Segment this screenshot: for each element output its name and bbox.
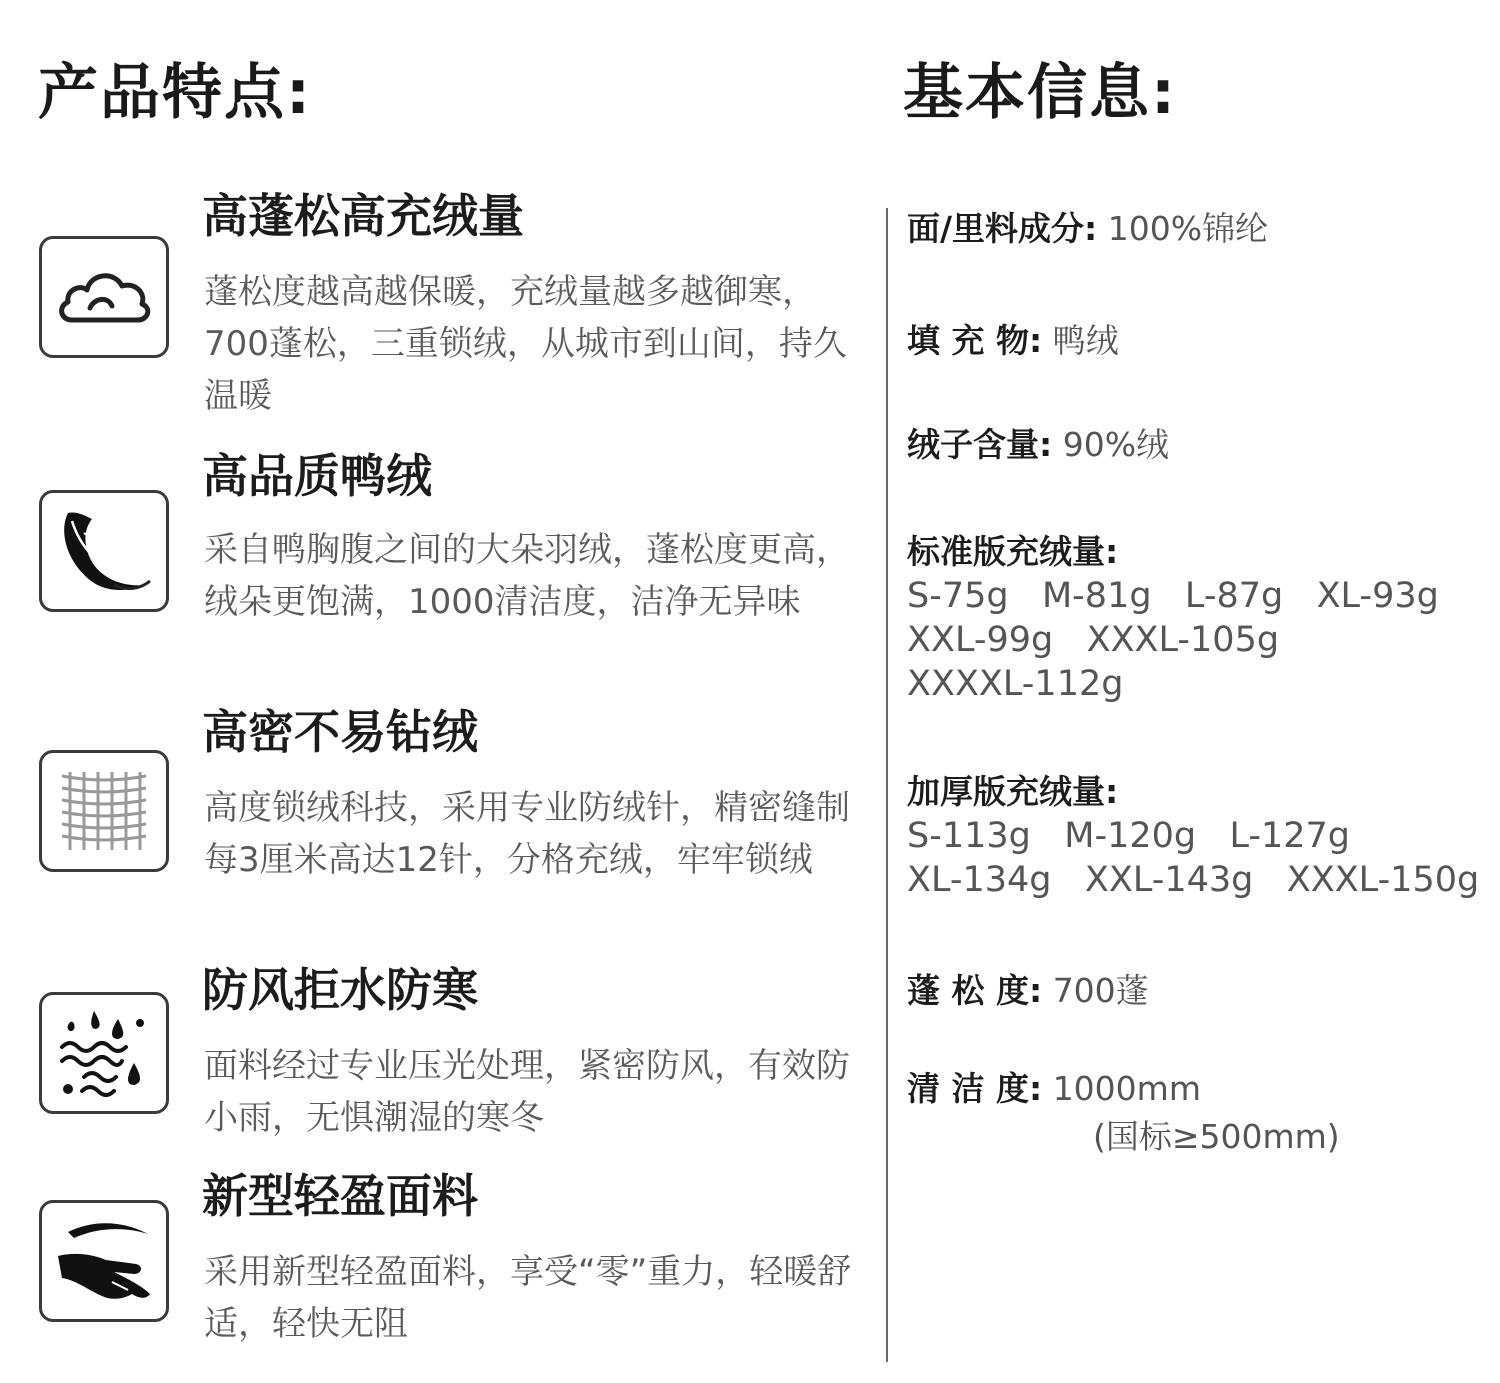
size-line: S-75g M-81g L-87g XL-93g bbox=[907, 576, 1439, 616]
feature-title: 高密不易钻绒 bbox=[202, 705, 478, 759]
info-value: 鸭绒 bbox=[1052, 321, 1119, 360]
size-line: XXL-99g XXXL-105g bbox=[907, 620, 1280, 660]
info-down-content bbox=[907, 422, 1169, 468]
column-divider bbox=[886, 208, 888, 1362]
feature-title: 防风拒水防寒 bbox=[202, 963, 478, 1017]
info-filling bbox=[907, 318, 1119, 364]
fabric-weave-icon bbox=[39, 750, 169, 872]
feature-description: 高度锁绒科技，采用专业防绒针，精密缝制每3厘米高达12针，分格充绒，牢牢锁绒 bbox=[204, 788, 850, 880]
info-label: 填 充 物: bbox=[907, 321, 1043, 360]
hand-feather-icon bbox=[39, 1200, 169, 1322]
product-features-heading: 产品特点: bbox=[38, 58, 312, 128]
size-line: XXXXL-112g bbox=[907, 664, 1124, 704]
info-material bbox=[907, 206, 1268, 252]
info-thick-fill bbox=[907, 770, 1479, 902]
info-cleanliness-note bbox=[1093, 1114, 1340, 1160]
feature-description: 采用新型轻盈面料，享受“零”重力，轻暖舒适，轻快无阻 bbox=[204, 1252, 852, 1344]
feature-title: 高蓬松高充绒量 bbox=[202, 189, 524, 243]
feature-title: 高品质鸭绒 bbox=[202, 449, 432, 503]
cloud-icon bbox=[39, 236, 169, 358]
basic-info-heading: 基本信息: bbox=[903, 58, 1177, 128]
feature-description: 蓬松度越高越保暖，充绒量越多越御寒，700蓬松，三重锁绒，从城市到山间，持久温暖 bbox=[204, 272, 847, 416]
feature-description: 采自鸭胸腹之间的大朵羽绒，蓬松度更高，绒朵更饱满，1000清洁度，洁净无异味 bbox=[204, 530, 850, 622]
size-line: XL-134g XXL-143g XXXL-150g bbox=[907, 860, 1480, 900]
info-value: 1000mm bbox=[1052, 1069, 1201, 1108]
info-standard-fill bbox=[907, 530, 1439, 706]
info-label: 加厚版充绒量: bbox=[907, 772, 1119, 811]
info-value: 700蓬 bbox=[1052, 971, 1149, 1010]
water-drops-icon bbox=[39, 992, 169, 1114]
feather-icon bbox=[39, 490, 169, 612]
info-label: 面/里料成分: bbox=[907, 209, 1098, 248]
info-value: 100%锦纶 bbox=[1107, 209, 1269, 248]
feature-description: 面料经过专业压光处理，紧密防风，有效防小雨，无惧潮湿的寒冬 bbox=[204, 1046, 850, 1138]
feature-title: 新型轻盈面料 bbox=[202, 1169, 478, 1223]
info-cleanliness bbox=[907, 1066, 1201, 1112]
info-note: (国标≥500mm) bbox=[1093, 1117, 1340, 1156]
info-label: 标准版充绒量: bbox=[907, 532, 1119, 571]
info-label: 清 洁 度: bbox=[907, 1069, 1043, 1108]
info-label: 绒子含量: bbox=[907, 425, 1053, 464]
info-fill-power bbox=[907, 968, 1149, 1014]
info-value: 90%绒 bbox=[1062, 425, 1170, 464]
size-line: S-113g M-120g L-127g bbox=[907, 816, 1351, 856]
info-label: 蓬 松 度: bbox=[907, 971, 1043, 1010]
